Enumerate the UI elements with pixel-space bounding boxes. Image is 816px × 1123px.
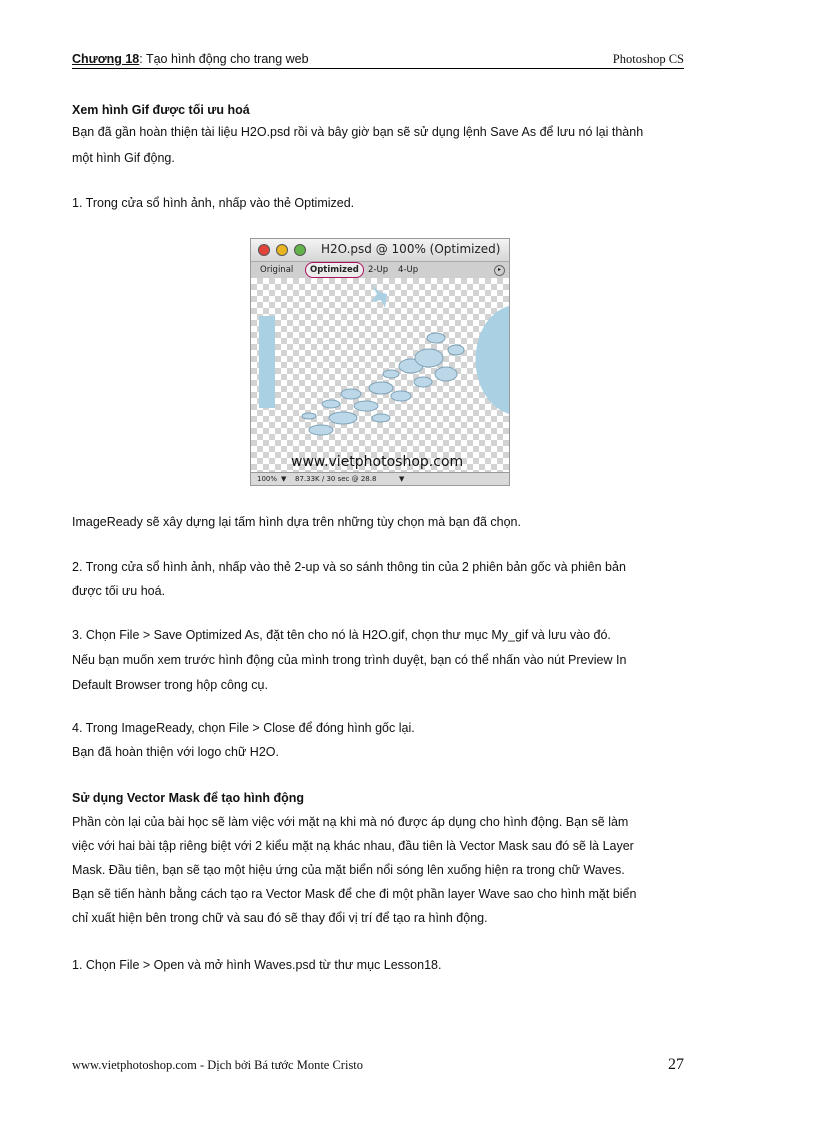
minimize-window-icon bbox=[276, 244, 288, 256]
step-3: 3. Chọn File > Save Optimized As, đặt tên cho nó là H2O.gif, chọn thư mục My_gif và lưu vào đó. bbox=[72, 628, 611, 642]
section-heading-gif: Xem hình Gif được tối ưu hoá bbox=[72, 103, 250, 117]
paragraph-line: Bạn sẽ tiến hành bằng cách tạo ra Vector Mask để che đi một phần layer Wave sao cho hình mặt biển bbox=[72, 887, 637, 901]
paragraph-line: Bạn đã hoàn thiện với logo chữ H2O. bbox=[72, 745, 279, 759]
step-1: 1. Trong cửa sổ hình ảnh, nhấp vào thẻ Optimized. bbox=[72, 196, 355, 210]
chevron-down-icon: ▼ bbox=[399, 475, 405, 483]
zoom-level: 100% bbox=[257, 475, 278, 483]
imageready-window-figure bbox=[250, 238, 510, 486]
palette-menu-icon: ▸ bbox=[494, 265, 505, 276]
close-window-icon bbox=[258, 244, 270, 256]
window-titlebar bbox=[251, 239, 509, 261]
zoom-window-icon bbox=[294, 244, 306, 256]
paragraph-line: việc với hai bài tập riêng biệt với 2 kiểu mặt nạ khác nhau, đầu tiên là Vector Mask sau đó sẽ là Layer bbox=[72, 839, 634, 853]
file-size-info: 87.33K / 30 sec @ 28.8 bbox=[295, 475, 377, 483]
paragraph-line: Mask. Đầu tiên, bạn sẽ tạo một hiệu ứng của mặt biển nổi sóng lên xuống hiện ra trong chữ Waves. bbox=[72, 863, 625, 877]
page-footer bbox=[72, 1056, 684, 1076]
h2o-artwork bbox=[251, 278, 509, 472]
footer-credit: www.vietphotoshop.com - Dịch bởi Bá tước Monte Cristo bbox=[72, 1058, 364, 1072]
chevron-down-icon: ▼ bbox=[281, 475, 287, 483]
water-bar-left bbox=[259, 316, 275, 408]
water-splash-top bbox=[371, 284, 387, 308]
paragraph-line: ImageReady sẽ xây dựng lại tấm hình dựa trên những tùy chọn mà bạn đã chọn. bbox=[72, 515, 521, 529]
page-header bbox=[72, 52, 684, 69]
paragraph-line: một hình Gif động. bbox=[72, 151, 175, 165]
tab-original: Original bbox=[260, 265, 294, 275]
step-2: 2. Trong cửa sổ hình ảnh, nhấp vào thẻ 2-up và so sánh thông tin của 2 phiên bản gốc và phiên bản bbox=[72, 560, 626, 574]
image-canvas bbox=[251, 278, 509, 472]
window-statusbar bbox=[251, 472, 509, 486]
chapter-label: Chương 18 bbox=[72, 52, 140, 66]
tab-2-up: 2-Up bbox=[368, 265, 389, 275]
chapter-title bbox=[72, 52, 309, 66]
paragraph-line: Nếu bạn muốn xem trước hình động của mình trong trình duyệt, bạn có thể nhấn vào nút Preview In bbox=[72, 653, 627, 667]
tab-optimized: Optimized bbox=[305, 262, 364, 278]
view-tabs bbox=[251, 261, 509, 279]
watermark-text: www.vietphotoshop.com bbox=[291, 454, 464, 470]
paragraph-line: chỉ xuất hiện bên trong chữ và sau đó sẽ thay đổi vị trí để tạo ra hình động. bbox=[72, 911, 488, 925]
window-title: H2O.psd @ 100% (Optimized) bbox=[321, 242, 501, 256]
chapter-subtitle: : Tạo hình động cho trang web bbox=[139, 52, 309, 66]
step-1-waves: 1. Chọn File > Open và mở hình Waves.psd từ thư mục Lesson18. bbox=[72, 958, 442, 972]
tab-4-up: 4-Up bbox=[398, 265, 419, 275]
water-droplets bbox=[302, 333, 464, 435]
paragraph-line: Default Browser trong hộp công cụ. bbox=[72, 678, 268, 692]
section-heading-vector-mask: Sử dụng Vector Mask để tạo hình động bbox=[72, 791, 304, 805]
page-number: 27 bbox=[668, 1056, 684, 1073]
paragraph-line: Bạn đã gần hoàn thiện tài liệu H2O.psd rồi và bây giờ bạn sẽ sử dụng lệnh Save As để lưu nó lại thành bbox=[72, 125, 644, 139]
water-arc-right bbox=[476, 306, 509, 414]
paragraph-line: được tối ưu hoá. bbox=[72, 584, 166, 598]
step-4: 4. Trong ImageReady, chọn File > Close để đóng hình gốc lại. bbox=[72, 721, 415, 735]
app-name: Photoshop CS bbox=[612, 52, 684, 66]
paragraph-line: Phần còn lại của bài học sẽ làm việc với mặt nạ khi mà nó được áp dụng cho hình động. Bạn sẽ làm bbox=[72, 815, 629, 829]
